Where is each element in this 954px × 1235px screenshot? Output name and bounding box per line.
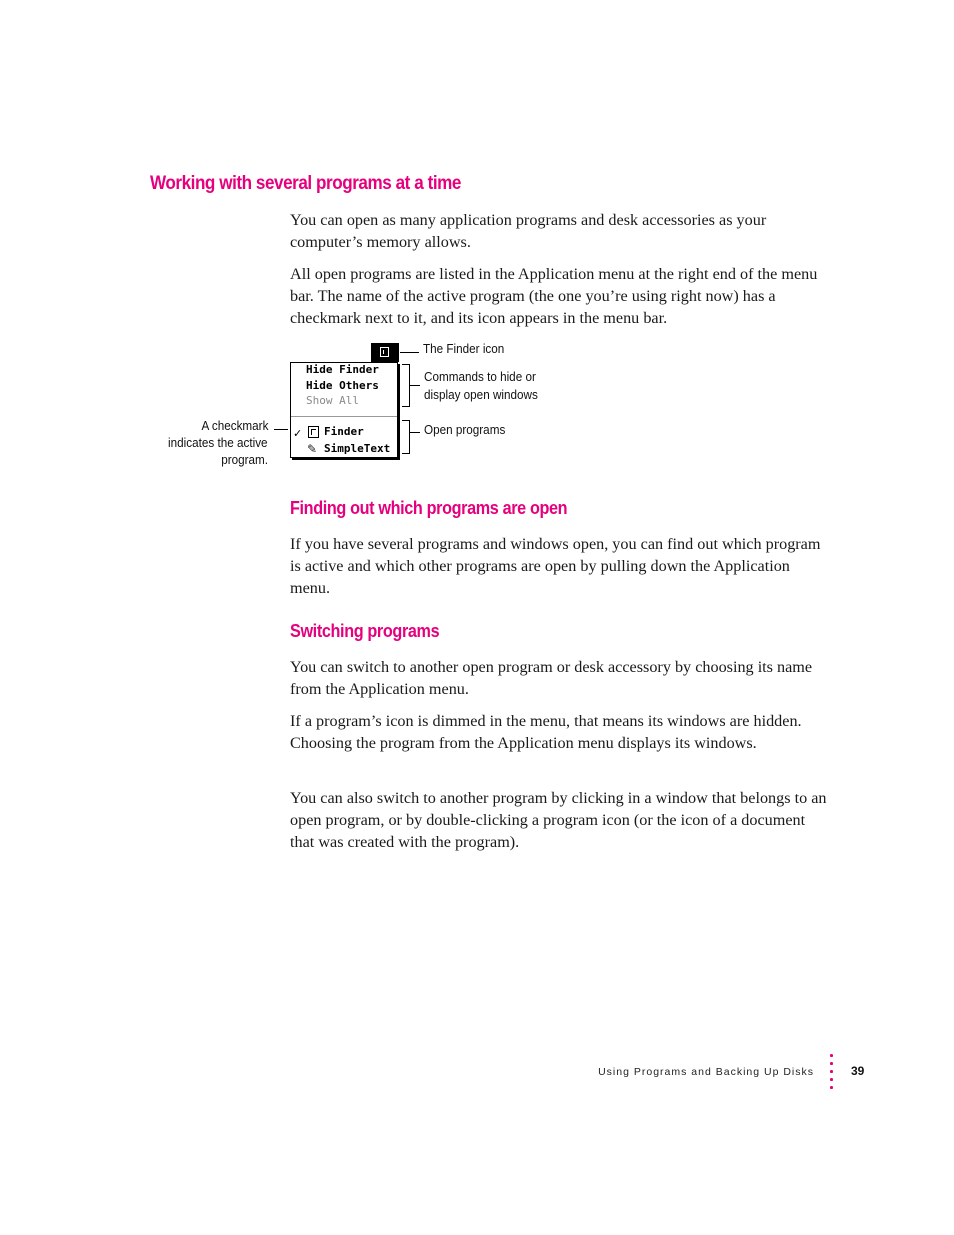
- caption-checkmark-line3: program.: [221, 452, 268, 467]
- simpletext-icon: ✎: [307, 442, 318, 456]
- footer-dots: [830, 1054, 834, 1094]
- caption-commands-line1: Commands to hide or: [424, 369, 536, 384]
- application-menu: [290, 362, 398, 458]
- caption-checkmark-line1: A checkmark: [201, 418, 268, 433]
- leader-line: [410, 432, 420, 433]
- finder-icon: [308, 426, 319, 438]
- checkmark-icon: ✓: [293, 427, 303, 440]
- menu-item-finder[interactable]: Finder: [324, 425, 364, 438]
- leader-line: [274, 429, 288, 430]
- body-paragraph: You can switch to another open program or desk accessory by choosing its name from the Application menu.: [290, 658, 813, 698]
- bracket-commands: [402, 364, 410, 407]
- menu-divider: [291, 416, 397, 417]
- menu-item-hide-finder[interactable]: Hide Finder: [306, 363, 379, 376]
- body-paragraph: If you have several programs and windows open, you can find out which program is active and which other programs are open by pulling down the Application menu.: [290, 535, 821, 597]
- caption-commands-line2: display open windows: [424, 387, 538, 402]
- menu-item-simpletext[interactable]: SimpleText: [324, 442, 391, 455]
- leader-line: [410, 385, 420, 386]
- leader-line: [400, 352, 419, 353]
- subsection-title: Switching programs: [290, 621, 440, 641]
- subsection-title: Finding out which programs are open: [290, 498, 568, 518]
- caption-open-programs: Open programs: [424, 422, 506, 437]
- finder-menubar-icon: [371, 343, 399, 362]
- body-paragraph: All open programs are listed in the Application menu at the right end of the menu bar. The name of the active program (the one you’re using right now) has a checkmark next to it, and its icon appears in the menu bar.: [290, 265, 818, 327]
- page-number: 39: [851, 1064, 865, 1078]
- menu-item-hide-others[interactable]: Hide Others: [306, 379, 379, 392]
- body-paragraph: You can also switch to another program by clicking in a window that belongs to an open program, or by double-clicking a program icon (or the icon of a document that was created with the program).: [290, 789, 827, 851]
- caption-finder-icon: The Finder icon: [423, 341, 505, 356]
- menu-item-show-all[interactable]: Show All: [306, 394, 359, 407]
- body-paragraph: If a program’s icon is dimmed in the menu, that means its windows are hidden. Choosing the program from the Application menu displays its windows.: [290, 712, 802, 752]
- section-title: Working with several programs at a time: [150, 173, 461, 194]
- bracket-open-programs: [402, 420, 410, 454]
- body-paragraph: You can open as many application programs and desk accessories as your computer’s memory allows.: [290, 211, 767, 251]
- footer-chapter: Using Programs and Backing Up Disks: [598, 1066, 814, 1078]
- caption-checkmark-line2: indicates the active: [168, 435, 268, 450]
